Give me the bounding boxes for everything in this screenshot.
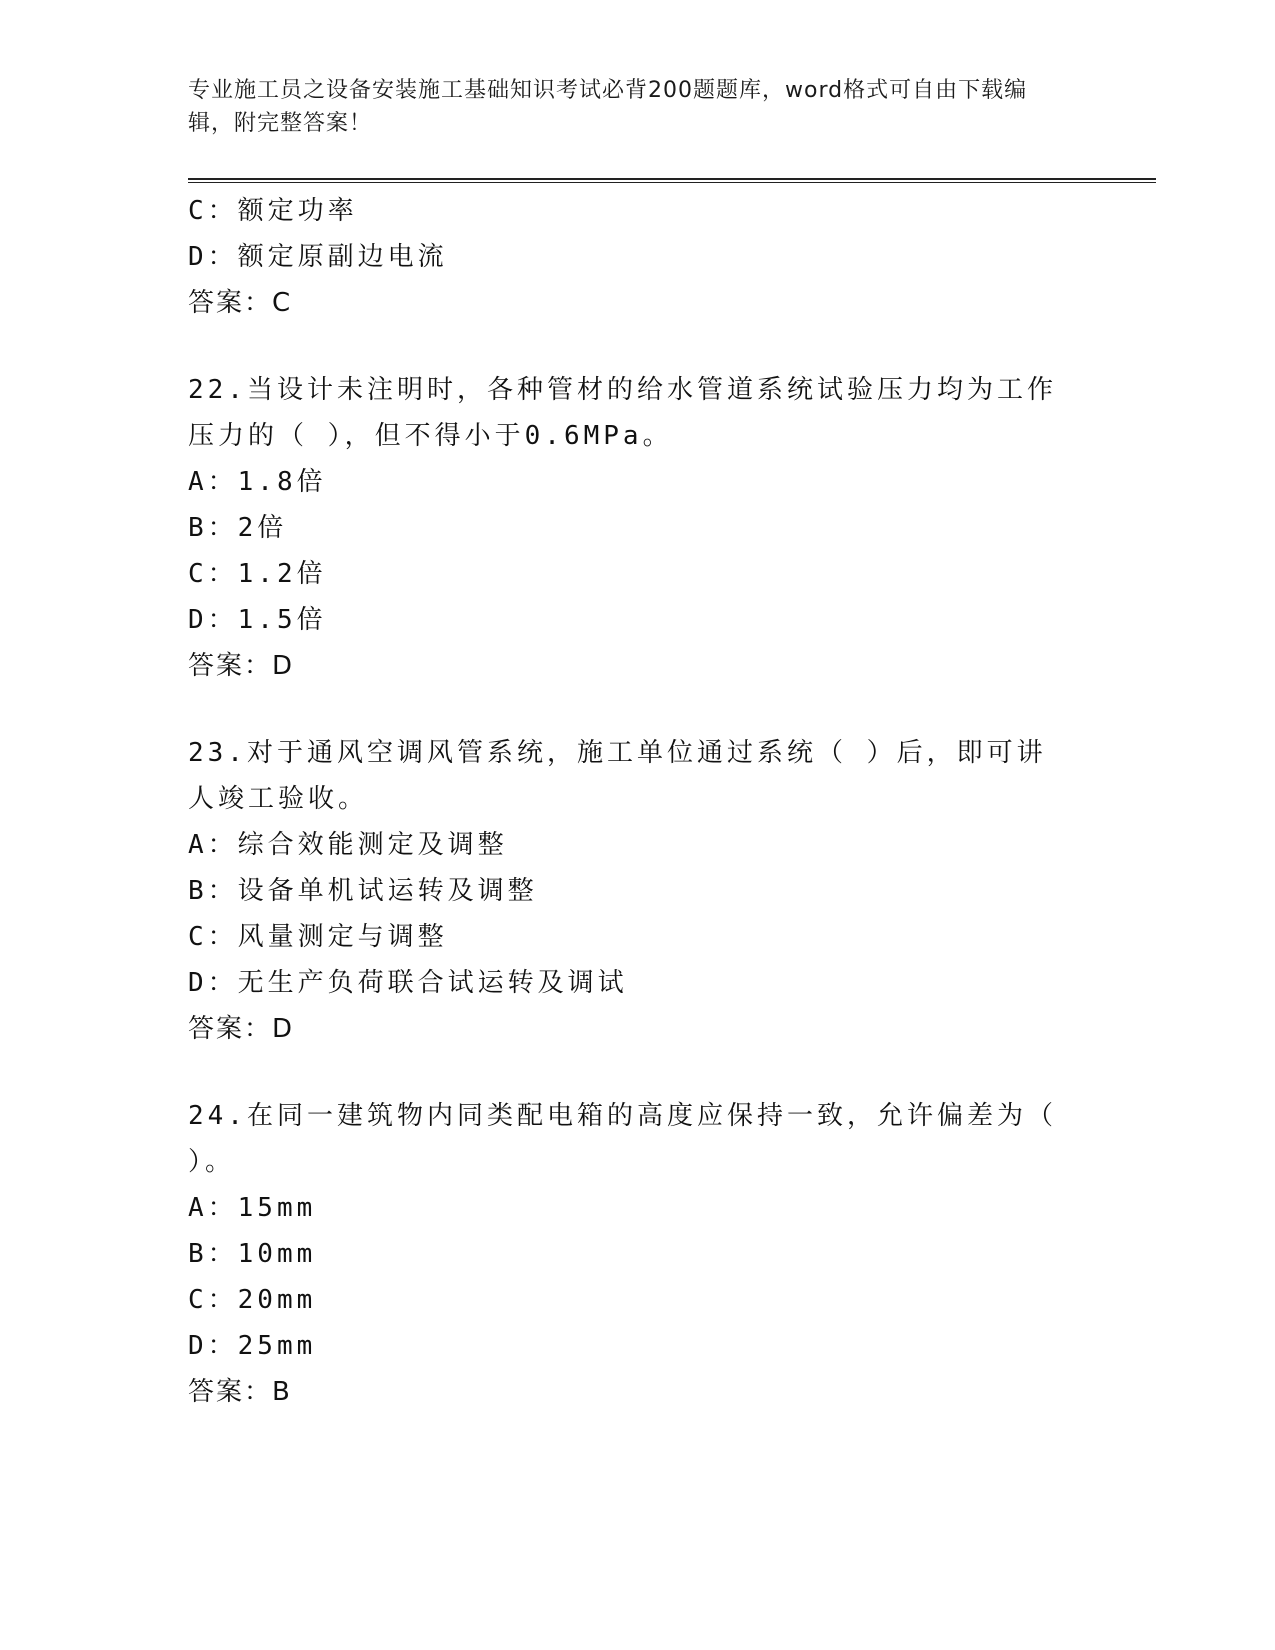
option-c: C：风量测定与调整: [188, 922, 448, 952]
option-a: A：15mm: [188, 1193, 317, 1223]
option-d: D：1.5倍: [188, 605, 327, 635]
spacer: [188, 1052, 1088, 1093]
option-c: C：1.2倍: [188, 559, 327, 589]
spacer: [188, 689, 1088, 730]
question-23: [188, 730, 1088, 1052]
option-a: A：综合效能测定及调整: [188, 830, 508, 860]
answer-line: 答案：D: [188, 651, 295, 681]
question-24: [188, 1093, 1088, 1415]
option-d: D：25mm: [188, 1331, 317, 1361]
option-a: A：1.8倍: [188, 467, 327, 497]
option-d: D：额定原副边电流: [188, 242, 448, 272]
question-text: 23.对于通风空调风管系统，施工单位通过系统（ ）后，即可讲人竣工验收。: [188, 738, 1047, 814]
header-divider-thin: [188, 182, 1156, 183]
answer-line: 答案：B: [188, 1377, 292, 1407]
question-text: 24.在同一建筑物内同类配电箱的高度应保持一致，允许偏差为（ ）。: [188, 1101, 1057, 1177]
option-d: D：无生产负荷联合试运转及调试: [188, 968, 628, 998]
document-header: 专业施工员之设备安装施工基础知识考试必背200题题库，word格式可自由下载编辑，附完整答案！: [188, 78, 1028, 136]
answer-line: 答案：C: [188, 288, 293, 318]
question-text: 22.当设计未注明时，各种管材的给水管道系统试验压力均为工作压力的（ ），但不得小于0.6MPa。: [188, 375, 1057, 451]
answer-line: 答案：D: [188, 1014, 295, 1044]
option-b: B：10mm: [188, 1239, 317, 1269]
header-divider: [188, 178, 1156, 180]
option-c: C：额定功率: [188, 196, 358, 226]
question-22: [188, 367, 1088, 689]
document-body: [188, 188, 1088, 1415]
option-b: B：设备单机试运转及调整: [188, 876, 538, 906]
option-c: C：20mm: [188, 1285, 317, 1315]
option-b: B：2倍: [188, 513, 288, 543]
spacer: [188, 326, 1088, 367]
